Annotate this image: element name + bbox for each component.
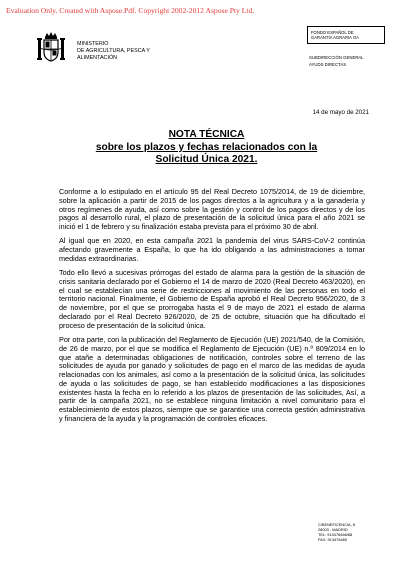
fega-box <box>307 26 385 44</box>
address-line: TEL: 913476466/68 <box>318 532 353 538</box>
ministry-line: ALIMENTACIÓN <box>77 55 118 62</box>
address-line: C/BENEFICENCIA, 8 <box>318 522 355 527</box>
title-line: NOTA TÉCNICA <box>168 129 245 140</box>
ministry-name <box>77 41 150 63</box>
footer-address <box>318 522 355 542</box>
paragraph: Todo ello llevó a sucesivas prórrogas del estado de alarma para la gestión de la situación de crisis sanitaria declarado por el Gobierno el 14 de marzo de 2020 (Real Decreto 463/2020), en el cual se establecían una serie de restricciones al movimiento de las personas en todo el territorio nacional. Finalmente, el Gobierno de España aprobó el Real Decreto 956/2020, de 3 de noviembre, por el que se prorrogaba hasta el 9 de mayo de 2021 el estado de alarma declarado por el Real Decreto 926/2020, de 25 de octubre, situación que ha dificultado el proceso de presentación de la solicitud única. <box>59 268 365 330</box>
fega-line: GARANTÍA AGRARIA OA <box>311 35 359 41</box>
document-title <box>0 129 413 167</box>
paragraph: Por otra parte, con la publicación del Reglamento de Ejecución (UE) 2021/540, de la Comisión, de 26 de marzo, por el que se modifica el Reglamento de Ejecución (UE) n.º 809/2014 en lo que atañe a determinadas obligaciones de notificación, controles sobre el terreno de las solicitudes de ayuda por ganado y solicitudes de pago en el marco de las medidas de ayuda relacionadas con los animales, así como a la presentación de la solicitud única, las solicitudes de ayuda o las solicitudes de pago, se han establecido modificaciones a las disposiciones existentes hasta la fecha en lo referido a los plazos de presentación de las solicitudes, Así, a partir de la campaña 2021, no se establece ninguna limitación a nivel comunitario para el establecimiento de estos plazos, siempre que se garantice una correcta gestión administrativa y financiera de la ayuda y la programación de controles eficaces. <box>59 335 365 423</box>
ministry-line: DE AGRICULTURA, PESCA Y <box>77 48 150 55</box>
paragraph: Conforme a lo estipulado en el artículo 95 del Real Decreto 1075/2014, de 19 de diciembre, sobre la aplicación a partir de 2015 de los pagos directos a la agricultura y a la ganadería y otros regímenes de ayuda, así como sobre la gestión y control de los pagos directos y de los pagos al desarrollo rural, el plazo de presentación de la solicitud única para el año 2021 se inició el 1 de febrero y su finalización estaba prevista para el próximo 30 de abril. <box>59 187 365 231</box>
ministry-line: MINISTERIO <box>77 41 109 47</box>
document-date: 14 de mayo de 2021 <box>312 109 369 116</box>
fega-line: FONDO ESPAÑOL DE <box>311 29 354 35</box>
subdir-line: SUBDIRECCIÓN GENERAL <box>309 55 364 60</box>
address-line: 28003 - MADRID <box>318 527 348 533</box>
subdir-line: AYUDS DIRECTAS <box>309 61 347 67</box>
title-line: Solicitud Única 2021. <box>155 154 258 166</box>
spanish-coat-of-arms-icon <box>36 30 66 64</box>
document-body <box>59 188 365 429</box>
title-line: sobre los plazos y fechas relacionados con la <box>95 141 318 153</box>
address-line: FAX: 913476465 <box>318 537 347 543</box>
subdirectorate <box>309 55 364 68</box>
paragraph: Al igual que en 2020, en esta campaña 2021 la pandemia del virus SARS-CoV-2 continúa afectando gravemente a España, lo que ha ido obligando a las administraciones a tomar medidas extraordinarias. <box>59 236 365 263</box>
evaluation-watermark: Evaluation Only. Created with Aspose.Pdf. Copyright 2002-2012 Aspose Pty Ltd. <box>6 6 255 15</box>
